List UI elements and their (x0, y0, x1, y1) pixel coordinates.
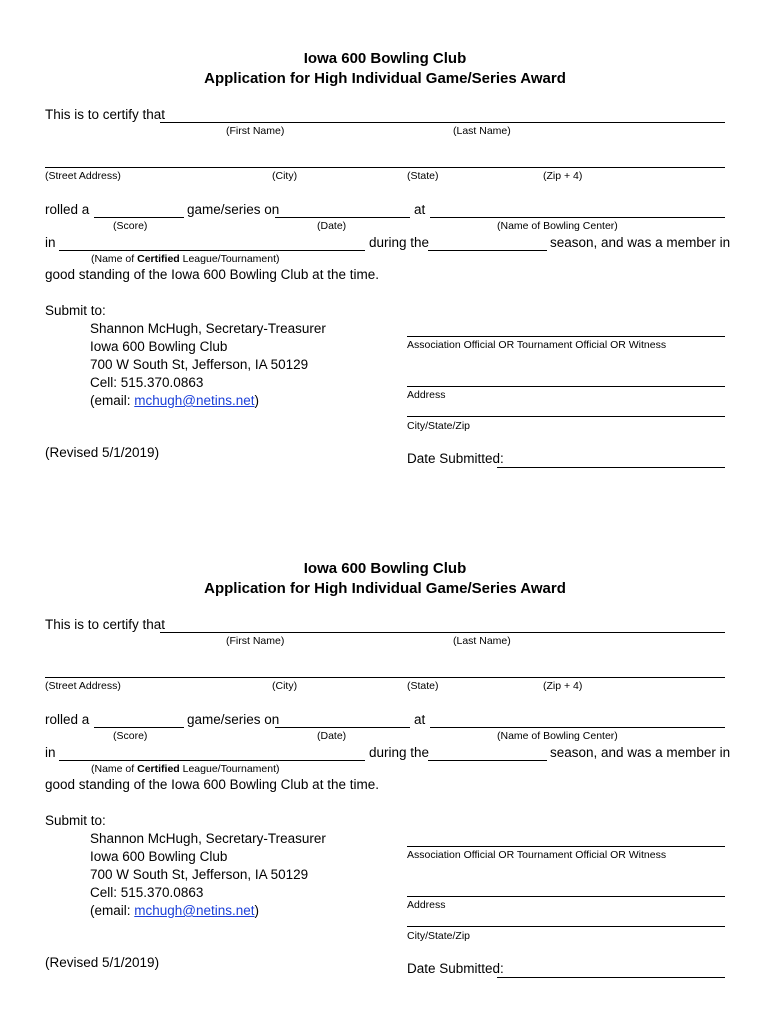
during-the-label: during the (369, 745, 430, 760)
season-member-label: season, and was a member in (550, 745, 731, 760)
zip-caption: (Zip + 4) (543, 680, 583, 692)
season-member-label: season, and was a member in (550, 235, 731, 250)
certify-label: This is to certify that (45, 107, 166, 122)
address-field-line[interactable] (45, 677, 725, 678)
bowling-center-caption: (Name of Bowling Center) (497, 730, 618, 742)
good-standing-text: good standing of the Iowa 600 Bowling Club at the time. (45, 267, 379, 282)
rolled-a-label: rolled a (45, 202, 90, 217)
date-submitted-label: Date Submitted: (407, 961, 504, 976)
street-address-caption: (Street Address) (45, 680, 121, 692)
form-title: Iowa 600 Bowling Club (303, 560, 467, 577)
submit-cell: Cell: 515.370.0863 (90, 375, 204, 390)
address-signature-line[interactable] (407, 386, 725, 387)
date-submitted-line[interactable] (497, 467, 725, 468)
award-application-form-1 (0, 40, 770, 520)
submit-cell: Cell: 515.370.0863 (90, 885, 204, 900)
city-state-zip-caption: City/State/Zip (407, 930, 471, 942)
submit-name: Shannon McHugh, Secretary-Treasurer (90, 321, 326, 336)
submit-to-label: Submit to: (45, 813, 106, 828)
street-address-caption: (Street Address) (45, 170, 121, 182)
state-caption: (State) (407, 680, 439, 692)
date-submitted-label: Date Submitted: (407, 451, 504, 466)
zip-caption: (Zip + 4) (543, 170, 583, 182)
last-name-caption: (Last Name) (453, 635, 511, 647)
in-label: in (45, 235, 56, 250)
submit-street: 700 W South St, Jefferson, IA 50129 (90, 357, 309, 372)
league-field-line[interactable] (59, 250, 365, 251)
rolled-a-label: rolled a (45, 712, 90, 727)
submit-name: Shannon McHugh, Secretary-Treasurer (90, 831, 326, 846)
game-series-on-label: game/series on (187, 712, 280, 727)
city-state-zip-caption: City/State/Zip (407, 420, 471, 432)
date-caption: (Date) (317, 730, 347, 742)
game-series-on-label: game/series on (187, 202, 280, 217)
good-standing-text: good standing of the Iowa 600 Bowling Club at the time. (45, 777, 379, 792)
city-caption: (City) (272, 680, 298, 692)
at-label: at (414, 712, 426, 727)
bowling-center-caption: (Name of Bowling Center) (497, 220, 618, 232)
email-link[interactable]: mchugh@netins.net (134, 903, 255, 918)
score-caption: (Score) (113, 730, 148, 742)
first-name-caption: (First Name) (226, 635, 285, 647)
city-state-zip-line[interactable] (407, 926, 725, 927)
date-field-line[interactable] (275, 217, 410, 218)
name-field-line[interactable] (160, 122, 725, 123)
bowling-center-field-line[interactable] (430, 217, 725, 218)
form-title: Iowa 600 Bowling Club (303, 50, 467, 67)
in-label: in (45, 745, 56, 760)
award-application-form-2 (0, 550, 770, 1030)
submit-street: 700 W South St, Jefferson, IA 50129 (90, 867, 309, 882)
submit-club: Iowa 600 Bowling Club (90, 849, 228, 864)
revised-date: (Revised 5/1/2019) (45, 955, 160, 970)
address-caption: Address (407, 899, 446, 911)
state-caption: (State) (407, 170, 439, 182)
submit-email: (email: mchugh@netins.net) (90, 903, 260, 918)
league-caption: (Name of Certified League/Tournament) (91, 763, 280, 775)
score-field-line[interactable] (94, 217, 184, 218)
date-field-line[interactable] (275, 727, 410, 728)
city-state-zip-line[interactable] (407, 416, 725, 417)
address-signature-line[interactable] (407, 896, 725, 897)
official-signature-line[interactable] (407, 846, 725, 847)
score-caption: (Score) (113, 220, 148, 232)
form-subtitle: Application for High Individual Game/Series Award (204, 70, 566, 87)
revised-date: (Revised 5/1/2019) (45, 445, 160, 460)
score-field-line[interactable] (94, 727, 184, 728)
name-field-line[interactable] (160, 632, 725, 633)
at-label: at (414, 202, 426, 217)
address-field-line[interactable] (45, 167, 725, 168)
date-caption: (Date) (317, 220, 347, 232)
address-caption: Address (407, 389, 446, 401)
form-subtitle: Application for High Individual Game/Series Award (204, 580, 566, 597)
email-link[interactable]: mchugh@netins.net (134, 393, 255, 408)
date-submitted-line[interactable] (497, 977, 725, 978)
official-caption: Association Official OR Tournament Official OR Witness (407, 339, 667, 351)
certify-label: This is to certify that (45, 617, 166, 632)
last-name-caption: (Last Name) (453, 125, 511, 137)
submit-to-label: Submit to: (45, 303, 106, 318)
first-name-caption: (First Name) (226, 125, 285, 137)
during-the-label: during the (369, 235, 430, 250)
submit-email: (email: mchugh@netins.net) (90, 393, 260, 408)
league-field-line[interactable] (59, 760, 365, 761)
city-caption: (City) (272, 170, 298, 182)
bowling-center-field-line[interactable] (430, 727, 725, 728)
official-signature-line[interactable] (407, 336, 725, 337)
season-field-line[interactable] (428, 760, 547, 761)
league-caption: (Name of Certified League/Tournament) (91, 253, 280, 265)
submit-club: Iowa 600 Bowling Club (90, 339, 228, 354)
official-caption: Association Official OR Tournament Official OR Witness (407, 849, 667, 861)
season-field-line[interactable] (428, 250, 547, 251)
